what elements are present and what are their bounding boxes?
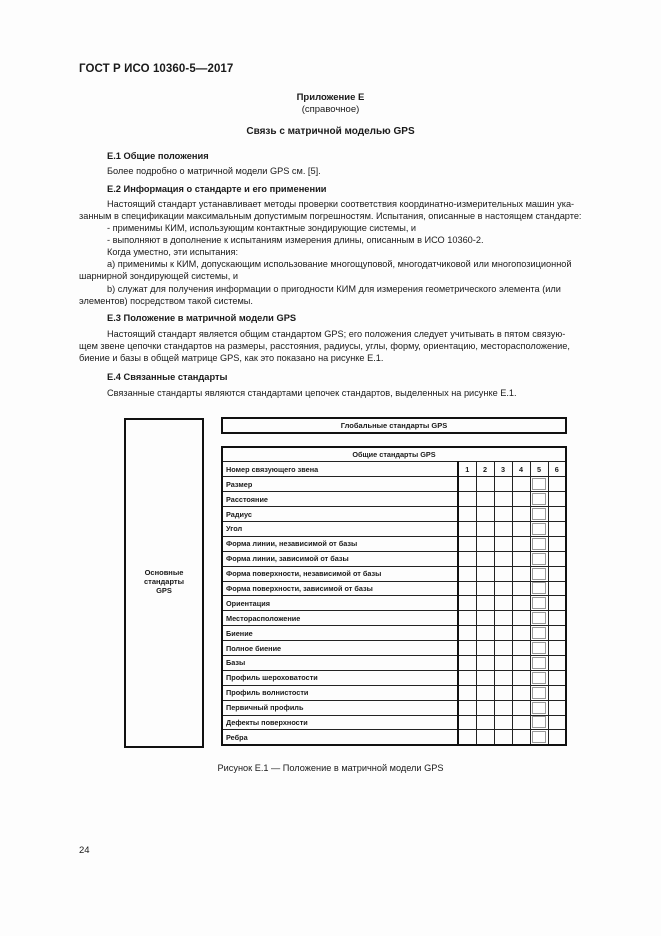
matrix-row: [222, 715, 566, 730]
matrix-cell: [494, 507, 512, 522]
matrix-row: [222, 655, 566, 670]
section-e2-item-b-cont: элементов) посредством такой системы.: [79, 296, 253, 306]
matrix-row: [222, 685, 566, 700]
section-e2-bullet1: - применимы КИМ, использующим контактные зондирующие системы, и: [107, 223, 417, 233]
section-e2-heading: Е.2 Информация о стандарте и его применении: [107, 184, 327, 194]
appendix-heading: Связь с матричной моделью GPS: [246, 126, 415, 137]
matrix-cell: [476, 715, 494, 730]
matrix-row: [222, 581, 566, 596]
matrix-cell: [458, 700, 476, 715]
matrix-row-label: Профиль шероховатости: [222, 670, 458, 685]
matrix-cell: [512, 715, 530, 730]
matrix-cell: [530, 492, 548, 507]
matrix-row-label: Первичный профиль: [222, 700, 458, 715]
matrix-cell: [512, 492, 530, 507]
matrix-row-label: Форма линии, зависимой от базы: [222, 551, 458, 566]
matrix-row-label: Базы: [222, 655, 458, 670]
highlighted-cell-marker: [532, 523, 546, 535]
matrix-cell: [530, 685, 548, 700]
matrix-cell: [530, 700, 548, 715]
matrix-cell: [530, 477, 548, 492]
matrix-cell: [548, 611, 566, 626]
matrix-cell: [512, 536, 530, 551]
matrix-cell: [494, 611, 512, 626]
matrix-row: [222, 492, 566, 507]
matrix-row: [222, 730, 566, 745]
matrix-cell: [512, 685, 530, 700]
matrix-header-row: [222, 462, 566, 477]
matrix-cell: [512, 507, 530, 522]
matrix-row-label: Ориентация: [222, 596, 458, 611]
matrix-cell: [512, 566, 530, 581]
matrix-row: [222, 700, 566, 715]
matrix-cell: [494, 685, 512, 700]
matrix-cell: [476, 536, 494, 551]
matrix-cell: [458, 641, 476, 656]
matrix-cell: [530, 611, 548, 626]
matrix-cell: [494, 730, 512, 745]
matrix-row-label: Ребра: [222, 730, 458, 745]
matrix-cell: [548, 626, 566, 641]
general-gps-title: Общие стандарты GPS: [222, 447, 566, 462]
matrix-cell: [548, 700, 566, 715]
matrix-cell: [476, 581, 494, 596]
matrix-cell: [548, 685, 566, 700]
matrix-row-label: Форма поверхности, независимой от базы: [222, 566, 458, 581]
matrix-row: [222, 507, 566, 522]
matrix-row: [222, 521, 566, 536]
matrix-cell: [476, 730, 494, 745]
matrix-cell: [548, 670, 566, 685]
section-e1-text: Более подробно о матричной модели GPS см. [5].: [107, 166, 321, 176]
matrix-cell: [512, 730, 530, 745]
matrix-cell: [458, 626, 476, 641]
matrix-cell: [494, 477, 512, 492]
matrix-row: [222, 566, 566, 581]
matrix-cell: [458, 596, 476, 611]
matrix-cell: [548, 492, 566, 507]
highlighted-cell-marker: [532, 731, 546, 743]
matrix-cell: [530, 581, 548, 596]
section-e4-text: Связанные стандарты являются стандартами цепочек стандартов, выделенных на рисунке Е.1.: [107, 388, 517, 398]
matrix-cell: [530, 536, 548, 551]
matrix-cell: [458, 655, 476, 670]
highlighted-cell-marker: [532, 612, 546, 624]
matrix-cell: [476, 521, 494, 536]
matrix-cell: [476, 596, 494, 611]
highlighted-cell-marker: [532, 687, 546, 699]
highlighted-cell-marker: [532, 568, 546, 580]
matrix-cell: [512, 551, 530, 566]
highlighted-cell-marker: [532, 597, 546, 609]
section-e2-para2: Когда уместно, эти испытания:: [107, 247, 239, 257]
matrix-cell: [458, 492, 476, 507]
matrix-cell: [458, 566, 476, 581]
matrix-cell: [548, 536, 566, 551]
matrix-cell: [494, 566, 512, 581]
highlighted-cell-marker: [532, 642, 546, 654]
matrix-cell: [512, 596, 530, 611]
page-number: 24: [79, 845, 90, 856]
matrix-cell: [476, 641, 494, 656]
matrix-row-label: Расстояние: [222, 492, 458, 507]
matrix-row: [222, 641, 566, 656]
matrix-cell: [476, 670, 494, 685]
highlighted-cell-marker: [532, 672, 546, 684]
matrix-cell: [530, 596, 548, 611]
matrix-cell: [548, 551, 566, 566]
matrix-row: [222, 477, 566, 492]
matrix-row-label: Дефекты поверхности: [222, 715, 458, 730]
matrix-cell: [494, 536, 512, 551]
matrix-cell: [494, 641, 512, 656]
matrix-row-label: Форма поверхности, зависимой от базы: [222, 581, 458, 596]
matrix-cell: [476, 492, 494, 507]
section-e2-para1-cont: занным в спецификации максимальным допустимым погрешностям. Испытания, описанные в настоящем стандарте:: [79, 211, 582, 221]
matrix-title-row: [222, 447, 566, 462]
matrix-cell: [512, 521, 530, 536]
highlighted-cell-marker: [532, 508, 546, 520]
matrix-cell: [530, 566, 548, 581]
appendix-subtitle: (справочное): [301, 104, 360, 115]
matrix-cell: [494, 581, 512, 596]
section-e2-item-a: а) применимы к КИМ, допускающим использование многощуповой, многодатчиковой или многопозиционной: [107, 259, 572, 269]
chain-link-number: 5: [530, 462, 548, 477]
highlighted-cell-marker: [532, 627, 546, 639]
matrix-cell: [512, 641, 530, 656]
global-gps-standards-box: Глобальные стандарты GPS: [221, 417, 567, 434]
matrix-cell: [548, 566, 566, 581]
chain-link-number: 4: [512, 462, 530, 477]
highlighted-cell-marker: [532, 553, 546, 565]
highlighted-cell-marker: [532, 478, 546, 490]
matrix-cell: [530, 626, 548, 641]
matrix-cell: [458, 685, 476, 700]
document-header: ГОСТ Р ИСО 10360-5—2017: [79, 63, 234, 75]
matrix-cell: [476, 685, 494, 700]
section-e4-heading: Е.4 Связанные стандарты: [107, 372, 228, 382]
matrix-cell: [494, 492, 512, 507]
matrix-cell: [548, 715, 566, 730]
matrix-cell: [494, 655, 512, 670]
highlighted-cell-marker: [532, 716, 546, 728]
matrix-cell: [512, 477, 530, 492]
matrix-cell: [476, 507, 494, 522]
matrix-cell: [476, 655, 494, 670]
matrix-cell: [476, 700, 494, 715]
matrix-cell: [530, 507, 548, 522]
matrix-cell: [458, 536, 476, 551]
matrix-cell: [548, 641, 566, 656]
highlighted-cell-marker: [532, 657, 546, 669]
matrix-cell: [494, 551, 512, 566]
matrix-cell: [548, 730, 566, 745]
matrix-row-label: Полное биение: [222, 641, 458, 656]
matrix-cell: [458, 730, 476, 745]
highlighted-cell-marker: [532, 702, 546, 714]
matrix-cell: [548, 477, 566, 492]
matrix-cell: [530, 641, 548, 656]
matrix-cell: [494, 715, 512, 730]
matrix-row-label: Угол: [222, 521, 458, 536]
matrix-cell: [476, 477, 494, 492]
matrix-cell: [494, 700, 512, 715]
matrix-cell: [458, 581, 476, 596]
matrix-cell: [530, 551, 548, 566]
matrix-cell: [476, 566, 494, 581]
matrix-cell: [458, 551, 476, 566]
matrix-cell: [512, 626, 530, 641]
matrix-row-label: Месторасположение: [222, 611, 458, 626]
matrix-cell: [476, 626, 494, 641]
matrix-row: [222, 536, 566, 551]
matrix-cell: [494, 670, 512, 685]
matrix-cell: [512, 700, 530, 715]
matrix-cell: [458, 670, 476, 685]
section-e2-bullet2: - выполняют в дополнение к испытаниям измерения длины, описанным в ИСО 10360-2.: [107, 235, 484, 245]
matrix-cell: [458, 521, 476, 536]
highlighted-cell-marker: [532, 582, 546, 594]
matrix-row: [222, 670, 566, 685]
matrix-cell: [530, 521, 548, 536]
chain-link-number: 3: [494, 462, 512, 477]
matrix-row: [222, 626, 566, 641]
matrix-row-label: Профиль волнистости: [222, 685, 458, 700]
matrix-cell: [512, 670, 530, 685]
matrix-cell: [458, 611, 476, 626]
matrix-row-label: Размер: [222, 477, 458, 492]
section-e1-heading: Е.1 Общие положения: [107, 151, 209, 161]
matrix-cell: [494, 521, 512, 536]
matrix-cell: [530, 670, 548, 685]
matrix-cell: [530, 730, 548, 745]
matrix-row: [222, 551, 566, 566]
matrix-row-label: Биение: [222, 626, 458, 641]
section-e2-item-b: b) служат для получения информации о пригодности КИМ для измерения геометрического элемента (или: [107, 284, 561, 294]
matrix-row-label: Радиус: [222, 507, 458, 522]
section-e2-item-a-cont: шарнирной зондирующей системы, и: [79, 271, 238, 281]
matrix-cell: [494, 626, 512, 641]
matrix-row: [222, 611, 566, 626]
matrix-cell: [548, 521, 566, 536]
matrix-cell: [458, 507, 476, 522]
matrix-cell: [548, 507, 566, 522]
matrix-cell: [512, 611, 530, 626]
highlighted-cell-marker: [532, 493, 546, 505]
matrix-cell: [530, 715, 548, 730]
appendix-title: Приложение Е: [296, 92, 365, 103]
chain-link-number: 6: [548, 462, 566, 477]
section-e3-line2: щем звене цепочки стандартов на размеры, расстояния, радиусы, углы, форму, ориентацию, месторасположение,: [79, 341, 570, 351]
matrix-cell: [548, 581, 566, 596]
fundamental-gps-standards-box: [124, 418, 204, 748]
figure-caption: Рисунок Е.1 — Положение в матричной модели GPS: [217, 763, 444, 773]
chain-link-number: 2: [476, 462, 494, 477]
matrix-cell: [548, 596, 566, 611]
matrix-cell: [458, 477, 476, 492]
section-e2-para1: Настоящий стандарт устанавливает методы проверки соответствия координатно-измерительных машин ука-: [107, 199, 575, 209]
matrix-cell: [548, 655, 566, 670]
matrix-row: [222, 596, 566, 611]
highlighted-cell-marker: [532, 538, 546, 550]
section-e3-line1: Настоящий стандарт является общим стандартом GPS; его положения следует учитывать в пятом связую-: [107, 329, 566, 339]
matrix-row-label: Форма линии, независимой от базы: [222, 536, 458, 551]
chain-link-number-header: Номер связующего звена: [222, 462, 458, 477]
matrix-cell: [512, 655, 530, 670]
matrix-cell: [512, 581, 530, 596]
matrix-cell: [494, 596, 512, 611]
matrix-cell: [476, 611, 494, 626]
section-e3-heading: Е.3 Положение в матричной модели GPS: [107, 313, 297, 323]
fundamental-gps-standards-label: Основные стандарты GPS: [143, 568, 185, 595]
general-gps-matrix: [221, 446, 567, 746]
matrix-cell: [458, 715, 476, 730]
matrix-cell: [476, 551, 494, 566]
matrix-cell: [530, 655, 548, 670]
chain-link-number: 1: [458, 462, 476, 477]
section-e3-line3: биение и базы в общей матрице GPS, как это показано на рисунке Е.1.: [79, 353, 384, 363]
